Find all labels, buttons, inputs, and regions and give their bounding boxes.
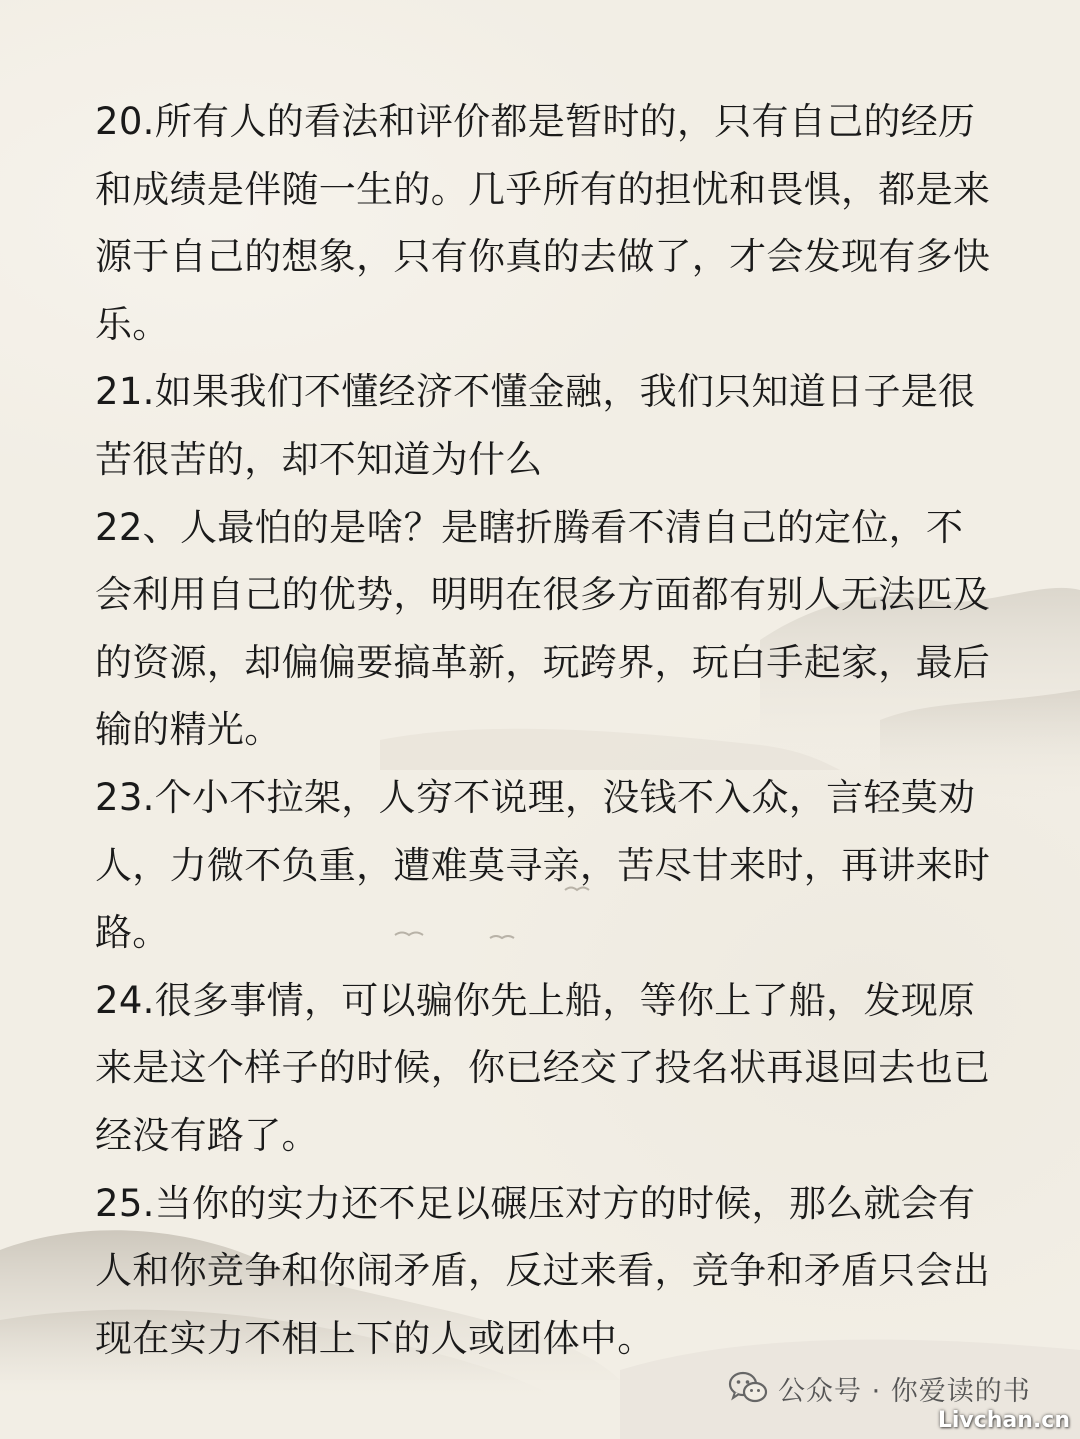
paragraph-21: 21.如果我们不懂经济不懂金融，我们只知道日子是很苦很苦的，却不知道为什么 bbox=[95, 370, 976, 481]
paragraph-23: 23.个小不拉架，人穷不说理，没钱不入众，言轻莫劝人，力微不负重，遭难莫寻亲，苦尽甘来时，再讲来时路。 bbox=[95, 775, 991, 955]
paragraph-24: 24.很多事情，可以骗你先上船，等你上了船，发现原来是这个样子的时候，你已经交了投名状再退回去也已经没有路了。 bbox=[95, 978, 991, 1157]
account-name: 公众号 · 你爱读的书 bbox=[778, 1375, 1031, 1407]
main-text-block bbox=[95, 88, 995, 1372]
paragraph-22: 22、人最怕的是啥？是瞎折腾看不清自己的定位，不会利用自己的优势，明明在很多方面都有别人无法匹及的资源，却偏偏要搞革新，玩跨界，玩白手起家，最后输的精光。 bbox=[95, 505, 991, 752]
site-watermark: Livchan.cn bbox=[937, 1408, 1070, 1433]
wechat-account-footer bbox=[728, 1368, 1031, 1408]
paragraph-20: 20.所有人的看法和评价都是暂时的，只有自己的经历和成绩是伴随一生的。几乎所有的担忧和畏惧，都是来源于自己的想象，只有你真的去做了，才会发现有多快乐。 bbox=[95, 100, 991, 346]
paragraph-25: 25.当你的实力还不足以碾压对方的时候，那么就会有人和你竞争和你闹矛盾，反过来看，竞争和矛盾只会出现在实力不相上下的人或团体中。 bbox=[95, 1181, 991, 1360]
wechat-icon bbox=[728, 1371, 768, 1405]
